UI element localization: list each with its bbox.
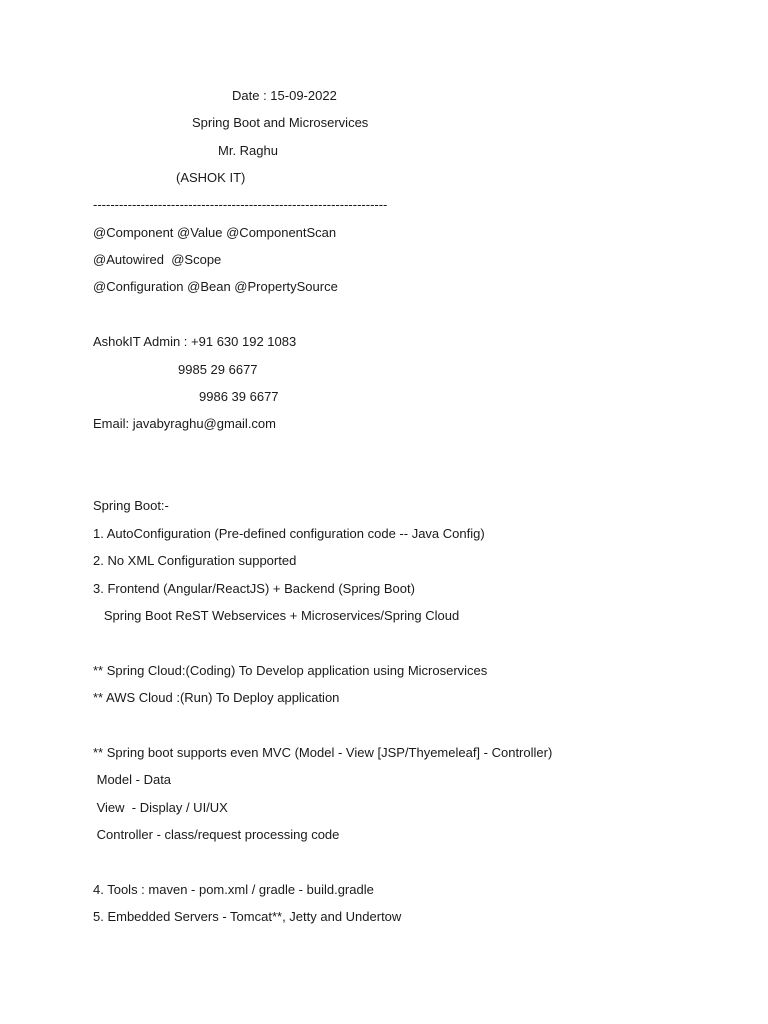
point-4: 4. Tools : maven - pom.xml / gradle - build.gradle — [93, 882, 374, 897]
divider-line: -------------------------------------------------------------------- — [93, 197, 388, 212]
point-3: 3. Frontend (Angular/ReactJS) + Backend (Spring Boot) — [93, 581, 415, 596]
trainer-name: Mr. Raghu — [218, 143, 278, 158]
annotations-line-2: @Autowired @Scope — [93, 252, 222, 267]
mvc-model: Model - Data — [93, 772, 172, 787]
spring-cloud-note: ** Spring Cloud:(Coding) To Develop application using Microservices — [93, 663, 488, 678]
mvc-view: View - Display / UI/UX — [93, 800, 228, 815]
point-2: 2. No XML Configuration supported — [93, 553, 297, 568]
mvc-note: ** Spring boot supports even MVC (Model - View [JSP/Thyemeleaf] - Controller) — [93, 745, 553, 760]
contact-admin: AshokIT Admin : +91 630 192 1083 — [93, 334, 297, 349]
point-1: 1. AutoConfiguration (Pre-defined configuration code -- Java Config) — [93, 526, 485, 541]
point-3-sub: Spring Boot ReST Webservices + Microservices/Spring Cloud — [93, 608, 460, 623]
contact-email: Email: javabyraghu@gmail.com — [93, 416, 276, 431]
contact-phone-3: 9986 39 6677 — [199, 389, 279, 404]
point-5: 5. Embedded Servers - Tomcat**, Jetty and Undertow — [93, 909, 402, 924]
date-line: Date : 15-09-2022 — [232, 88, 337, 103]
institute-name: (ASHOK IT) — [176, 170, 246, 185]
annotations-line-1: @Component @Value @ComponentScan — [93, 225, 337, 240]
mvc-controller: Controller - class/request processing code — [93, 827, 340, 842]
course-title: Spring Boot and Microservices — [192, 115, 369, 130]
contact-phone-2: 9985 29 6677 — [178, 362, 258, 377]
annotations-line-3: @Configuration @Bean @PropertySource — [93, 279, 338, 294]
aws-cloud-note: ** AWS Cloud :(Run) To Deploy application — [93, 690, 340, 705]
spring-boot-heading: Spring Boot:- — [93, 498, 169, 513]
